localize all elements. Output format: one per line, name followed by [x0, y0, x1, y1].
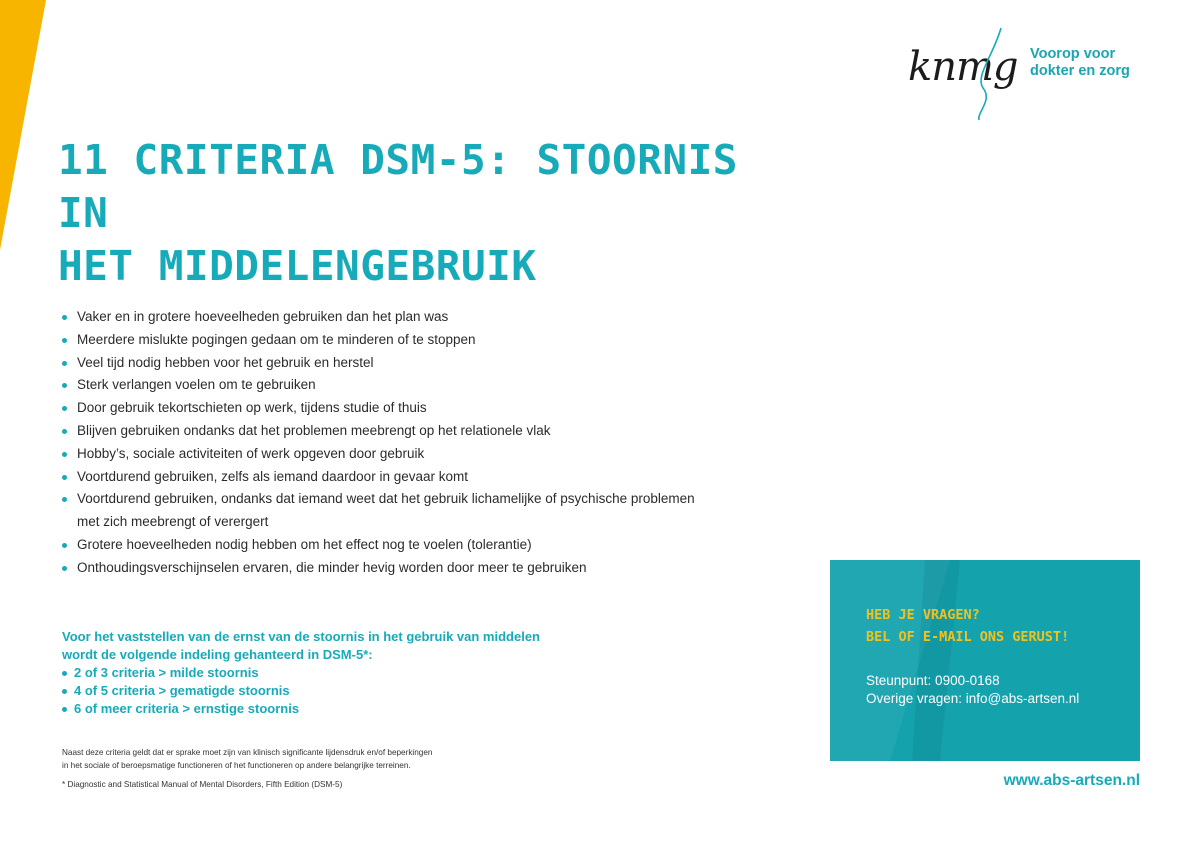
severity-section: [62, 628, 622, 718]
criteria-item: Blijven gebruiken ondanks dat het problemen meebrengt op het relationele vlak: [62, 420, 712, 443]
footnote-line-2: in het sociale of beroepsmatige functioneren of het functioneren op andere belangrijke terreinen.: [62, 761, 411, 770]
contact-heading-line-2: BEL OF E-MAIL ONS GERUST!: [866, 629, 1070, 645]
contact-box-texture: [830, 560, 1140, 761]
criteria-list: [62, 306, 712, 580]
severity-item: 6 of meer criteria > ernstige stoornis: [62, 700, 622, 718]
logo-wordmark: knmg: [908, 44, 1018, 90]
criteria-item: Sterk verlangen voelen om te gebruiken: [62, 374, 712, 397]
criteria-item: Onthoudingsverschijnselen ervaren, die minder hevig worden door meer te gebruiken: [62, 557, 712, 580]
criteria-item: Vaker en in grotere hoeveelheden gebruiken dan het plan was: [62, 306, 712, 329]
contact-heading: [866, 604, 1126, 648]
criteria-item: Door gebruik tekortschieten op werk, tijdens studie of thuis: [62, 397, 712, 420]
logo-tagline: [1030, 46, 1160, 80]
logo-swirl-icon: [905, 26, 1015, 121]
severity-intro-line-2: wordt de volgende indeling gehanteerd in DSM-5*:: [62, 647, 373, 662]
criteria-item: Veel tijd nodig hebben voor het gebruik en herstel: [62, 352, 712, 375]
yellow-corner-stripe: [0, 0, 46, 250]
contact-box: [830, 560, 1140, 761]
contact-email[interactable]: Overige vragen: info@abs-artsen.nl: [866, 691, 1080, 706]
severity-item: 4 of 5 criteria > gematigde stoornis: [62, 682, 622, 700]
title-line-1: 11 CRITERIA DSM-5: STOORNIS IN: [58, 136, 738, 237]
footnote: [62, 746, 532, 772]
severity-list: [62, 664, 622, 718]
contact-phone[interactable]: Steunpunt: 0900-0168: [866, 673, 1000, 688]
knmg-logo: [905, 26, 1145, 121]
contact-details: [866, 672, 1131, 708]
footnote-reference: * Diagnostic and Statistical Manual of Mental Disorders, Fifth Edition (DSM-5): [62, 780, 343, 789]
criteria-item: Voortdurend gebruiken, zelfs als iemand daardoor in gevaar komt: [62, 466, 712, 489]
criteria-item: Hobby’s, sociale activiteiten of werk opgeven door gebruik: [62, 443, 712, 466]
title-line-2: HET MIDDELENGEBRUIK: [58, 242, 537, 290]
website-link[interactable]: www.abs-artsen.nl: [1003, 772, 1140, 789]
footnote-line-1: Naast deze criteria geldt dat er sprake moet zijn van klinisch significante lijdensdruk en/of beperkingen: [62, 748, 433, 757]
contact-heading-line-1: HEB JE VRAGEN?: [866, 607, 980, 623]
page-title: [58, 134, 758, 293]
criteria-item: Meerdere mislukte pogingen gedaan om te minderen of te stoppen: [62, 329, 712, 352]
tagline-line-1: Voorop voor: [1030, 46, 1116, 62]
severity-intro-line-1: Voor het vaststellen van de ernst van de stoornis in het gebruik van middelen: [62, 629, 540, 644]
criteria-item: Grotere hoeveelheden nodig hebben om het effect nog te voelen (tolerantie): [62, 534, 712, 557]
tagline-line-2: dokter en zorg: [1030, 63, 1130, 79]
criteria-item: Voortdurend gebruiken, ondanks dat iemand weet dat het gebruik lichamelijke of psychische problemen met zich meebrengt of verergert: [62, 488, 712, 534]
severity-item: 2 of 3 criteria > milde stoornis: [62, 664, 622, 682]
